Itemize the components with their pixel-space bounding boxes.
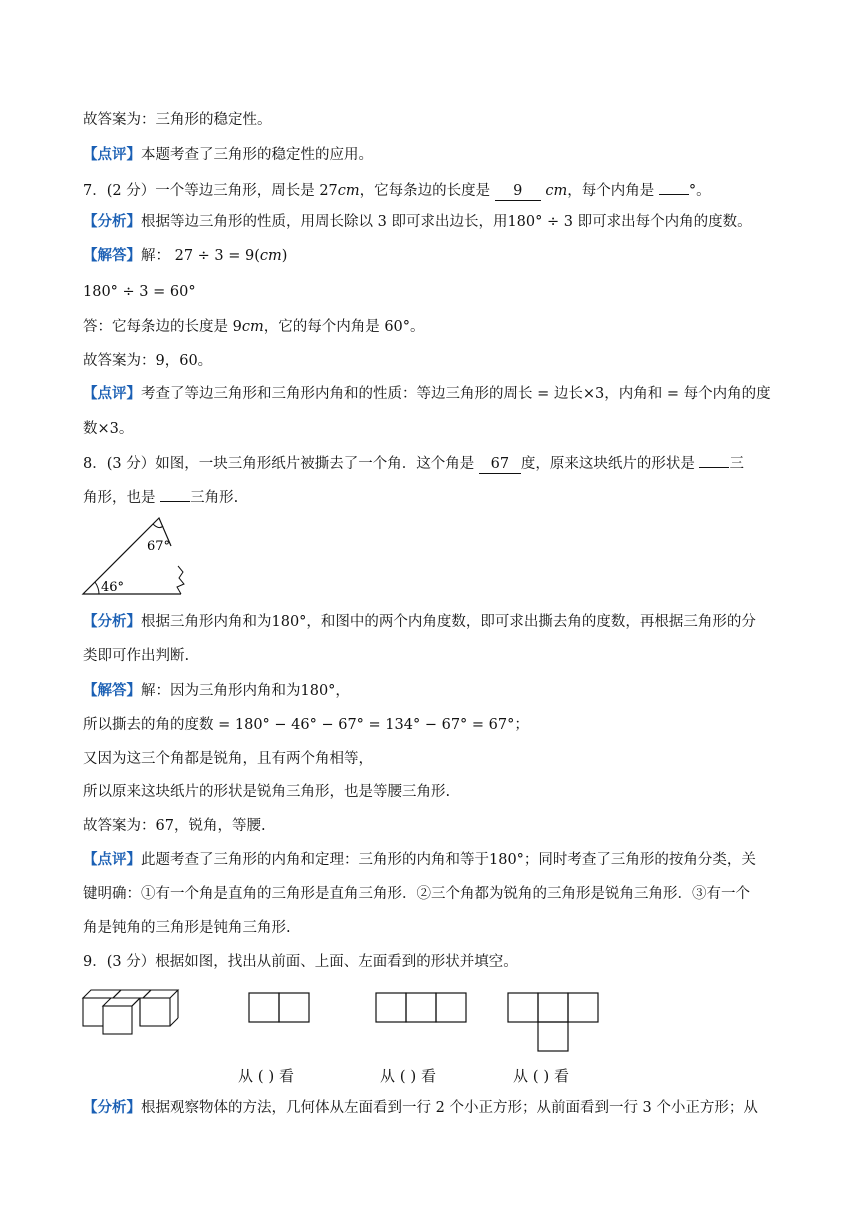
answer-line bbox=[83, 110, 272, 130]
analysis-tag: 【分析】 bbox=[83, 613, 141, 630]
comment-line bbox=[83, 145, 373, 165]
solution-text: 解： 27 ÷ 3 = 9( bbox=[141, 248, 260, 264]
question-8-line2 bbox=[83, 488, 238, 508]
final-answer: 故答案为：67，锐角，等腰. bbox=[83, 818, 266, 834]
angle-arc-left bbox=[95, 582, 99, 594]
analysis-text: 根据观察物体的方法，几何体从左面看到一行 2 个小正方形；从前面看到一行 3 个小正方形；从 bbox=[141, 1100, 758, 1116]
step-text: 所以原来这块纸片的形状是锐角三角形，也是等腰三角形. bbox=[83, 784, 451, 800]
angle-label-top: 67° bbox=[147, 539, 171, 554]
solution-tag: 【解答】 bbox=[83, 247, 141, 264]
q7-blank-angle[interactable] bbox=[659, 194, 689, 195]
q8-blank-shape-2[interactable] bbox=[160, 501, 190, 502]
torn-triangle-figure bbox=[83, 516, 193, 598]
q7-text-b: ，它每条边的长度是 bbox=[359, 183, 491, 199]
answer-text: 故答案为：三角形的稳定性。 bbox=[83, 112, 272, 128]
triangle-edges bbox=[83, 518, 181, 594]
calc-text: 180° ÷ 3 = 60° bbox=[83, 284, 196, 300]
q7-text-d: °。 bbox=[688, 183, 711, 199]
q9-analysis bbox=[83, 1098, 758, 1118]
q7-analysis bbox=[83, 212, 752, 232]
q8-blank-angle[interactable]: 67 bbox=[479, 455, 521, 474]
q9-text: 9．(3 分）根据如图，找出从前面、上面、左面看到的形状并填空。 bbox=[83, 954, 518, 970]
q8-line2-a: 角形，也是 bbox=[83, 490, 156, 506]
analysis-text: 根据三角形内角和为180°，和图中的两个内角度数，即可求出撕去角的度数，再根据三角形的分 bbox=[141, 614, 756, 630]
torn-edge bbox=[177, 566, 184, 594]
comment-text: 考查了等边三角形和三角形内角和的性质：等边三角形的周长 = 边长×3，内角和 = 每个内角的度 bbox=[141, 386, 771, 402]
angle-label-left: 46° bbox=[101, 580, 125, 595]
q7-final bbox=[83, 351, 212, 371]
question-9 bbox=[83, 952, 518, 972]
comment-tag: 【点评】 bbox=[83, 146, 141, 163]
cube-stack-figure bbox=[83, 988, 183, 1038]
step-text: 又因为这三个角都是锐角，且有两个角相等， bbox=[83, 751, 373, 767]
q7-unit: cm bbox=[337, 183, 360, 199]
q8-analysis-cont bbox=[83, 646, 189, 666]
answer-text-a: 答：它每条边的长度是 9 bbox=[83, 319, 242, 335]
q8-text-b: 度，原来这块纸片的形状是 bbox=[520, 456, 695, 472]
analysis-tag: 【分析】 bbox=[83, 1099, 141, 1116]
q8-text-c: 三 bbox=[729, 456, 744, 472]
q7-blank-side[interactable]: 9 bbox=[495, 182, 541, 201]
q7-comment-cont bbox=[83, 419, 133, 439]
q7-answer bbox=[83, 317, 425, 337]
comment-text-cont: 键明确：①有一个角是直角的三角形是直角三角形．②三个角都为锐角的三角形是锐角三角形．③有一个 bbox=[83, 886, 750, 902]
q7-text-a: 7．(2 分）一个等边三角形，周长是 27 bbox=[83, 183, 338, 199]
solution-end: ) bbox=[281, 248, 288, 264]
solution-text: 解：因为三角形内角和为180°， bbox=[141, 683, 350, 699]
q8-comment-cont bbox=[83, 884, 750, 904]
question-8 bbox=[83, 454, 744, 474]
view-caption-2: 从 ( ) 看 bbox=[380, 1067, 437, 1085]
comment-text: 本题考查了三角形的稳定性的应用。 bbox=[141, 147, 373, 163]
final-answer: 故答案为：9，60。 bbox=[83, 353, 213, 369]
view-two-squares bbox=[248, 992, 310, 1024]
q8-blank-shape[interactable] bbox=[699, 467, 729, 468]
q8-step-3 bbox=[83, 782, 450, 802]
q7-calc bbox=[83, 282, 196, 302]
comment-text: 此题考查了三角形的内角和定理：三角形的内角和等于180°；同时考查了三角形的按角分类，关 bbox=[141, 852, 756, 868]
analysis-tag: 【分析】 bbox=[83, 213, 141, 230]
view-caption-1: 从 ( ) 看 bbox=[238, 1067, 295, 1085]
answer-text-b: ，它的每个内角是 60°。 bbox=[263, 319, 425, 335]
solution-tag: 【解答】 bbox=[83, 682, 141, 699]
answer-unit: cm bbox=[241, 319, 264, 335]
q7-unit-2: cm bbox=[545, 183, 568, 199]
comment-text-cont: 角是钝角的三角形是钝角三角形. bbox=[83, 920, 291, 936]
q7-solution bbox=[83, 246, 287, 266]
comment-text-cont: 数×3。 bbox=[83, 421, 134, 437]
q8-step-2 bbox=[83, 749, 373, 769]
q7-comment bbox=[83, 384, 771, 404]
view-three-squares bbox=[375, 992, 467, 1024]
comment-tag: 【点评】 bbox=[83, 385, 141, 402]
q8-comment bbox=[83, 850, 756, 870]
q7-text-c: ，每个内角是 bbox=[567, 183, 655, 199]
q8-step-1 bbox=[83, 715, 529, 735]
question-7 bbox=[83, 181, 711, 201]
comment-tag: 【点评】 bbox=[83, 851, 141, 868]
q8-text-a: 8．(3 分）如图，一块三角形纸片被撕去了一个角．这个角是 bbox=[83, 456, 475, 472]
analysis-text-cont: 类即可作出判断. bbox=[83, 648, 190, 664]
q8-line2-b: 三角形. bbox=[190, 490, 239, 506]
step-text: 所以撕去的角的度数 = 180° − 46° − 67° = 134° − 67° = 67°； bbox=[83, 717, 529, 733]
q8-comment-cont-2 bbox=[83, 918, 291, 938]
q8-solution bbox=[83, 681, 350, 701]
analysis-text: 根据等边三角形的性质，用周长除以 3 即可求出边长，用180° ÷ 3 即可求出每个内角的度数。 bbox=[141, 214, 752, 230]
view-caption-3: 从 ( ) 看 bbox=[513, 1067, 570, 1085]
view-t-shape bbox=[507, 992, 599, 1054]
q8-analysis bbox=[83, 612, 756, 632]
solution-unit: cm bbox=[259, 248, 282, 264]
q8-final bbox=[83, 816, 266, 836]
